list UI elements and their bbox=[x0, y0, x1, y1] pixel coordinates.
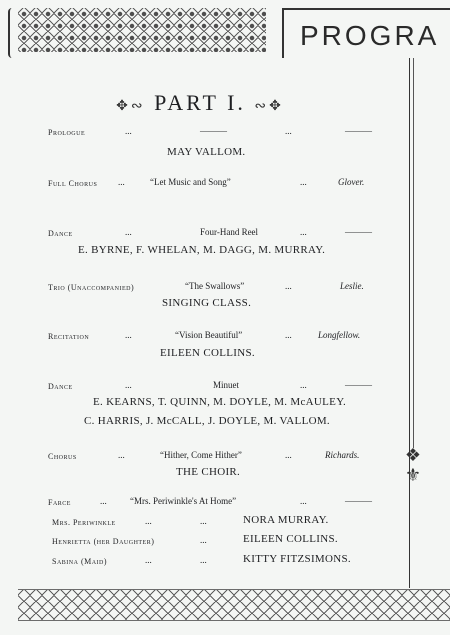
dots: ... bbox=[100, 496, 107, 506]
item-label: Trio (Unaccompanied) bbox=[48, 283, 135, 292]
item-label: Dance bbox=[48, 382, 73, 391]
item-label: Chorus bbox=[48, 452, 77, 461]
dash-rule: ——— bbox=[345, 227, 372, 237]
flourish-right-icon: ∾✥ bbox=[254, 99, 284, 114]
dots: ... bbox=[125, 126, 132, 136]
piece-title: “Hither, Come Hither” bbox=[160, 450, 242, 460]
programme-item bbox=[48, 178, 97, 188]
dots: ... bbox=[145, 516, 152, 526]
performer-line: SINGING CLASS. bbox=[162, 297, 252, 309]
dots: ... bbox=[285, 330, 292, 340]
dots: ... bbox=[118, 450, 125, 460]
dots: ... bbox=[200, 516, 207, 526]
performer-line: MAY VALLOM. bbox=[167, 146, 246, 158]
dots: ... bbox=[200, 535, 207, 545]
composer: Richards. bbox=[325, 450, 360, 460]
part-title-text: PART I. bbox=[154, 90, 246, 115]
bottom-ornamental-border bbox=[18, 589, 450, 621]
performer-line: C. HARRIS, J. McCALL, J. DOYLE, M. VALLOM. bbox=[84, 415, 330, 427]
dots: ... bbox=[125, 330, 132, 340]
right-rule-inner bbox=[413, 58, 414, 448]
composer: Longfellow. bbox=[318, 330, 361, 340]
cast-row bbox=[52, 556, 107, 566]
piece-title: Minuet bbox=[213, 380, 239, 390]
programme-item bbox=[48, 381, 73, 391]
piece-title: “Vision Beautiful” bbox=[175, 330, 243, 340]
dots: ... bbox=[145, 555, 152, 565]
programme-item bbox=[48, 282, 134, 292]
programme-heading: PROGRA bbox=[300, 20, 440, 51]
composer: Leslie. bbox=[340, 281, 364, 291]
programme-item bbox=[48, 497, 71, 507]
dots: ... bbox=[118, 177, 125, 187]
dots: ... bbox=[125, 227, 132, 237]
cast-role: Mrs. Periwinkle bbox=[52, 518, 116, 527]
cast-role: Sabina (Maid) bbox=[52, 557, 108, 566]
programme-item bbox=[48, 331, 89, 341]
item-label: Farce bbox=[48, 498, 71, 507]
programme-item bbox=[48, 451, 77, 461]
dash-rule: ——— bbox=[345, 126, 372, 136]
piece-title: “The Swallows” bbox=[185, 281, 245, 291]
cast-row bbox=[52, 536, 154, 546]
piece-title: “Let Music and Song” bbox=[150, 177, 231, 187]
cast-row bbox=[52, 517, 116, 527]
flourish-left-icon: ✥∾ bbox=[116, 99, 146, 114]
dots: ... bbox=[300, 227, 307, 237]
performer-line: E. KEARNS, T. QUINN, M. DOYLE, M. McAULEY. bbox=[93, 396, 347, 408]
part-title bbox=[0, 90, 400, 116]
dots: ... bbox=[300, 380, 307, 390]
dash-rule: ——— bbox=[345, 380, 372, 390]
item-label: Recitation bbox=[48, 332, 90, 341]
dots: ... bbox=[300, 177, 307, 187]
dash-rule: ——— bbox=[200, 126, 227, 136]
item-label: Full Chorus bbox=[48, 179, 98, 188]
dots: ... bbox=[300, 496, 307, 506]
piece-title: Four-Hand Reel bbox=[200, 227, 259, 237]
dots: ... bbox=[200, 555, 207, 565]
composer: Glover. bbox=[338, 177, 365, 187]
dots: ... bbox=[125, 380, 132, 390]
dots: ... bbox=[285, 281, 292, 291]
item-label: Dance bbox=[48, 229, 73, 238]
dots: ... bbox=[285, 450, 292, 460]
cast-role: Henrietta (her Daughter) bbox=[52, 537, 155, 546]
performer-line: EILEEN COLLINS. bbox=[160, 347, 255, 359]
programme-item bbox=[48, 127, 85, 137]
performer-line: E. BYRNE, F. WHELAN, M. DAGG, M. MURRAY. bbox=[78, 244, 326, 256]
item-label: Prologue bbox=[48, 128, 86, 137]
cast-actor: NORA MURRAY. bbox=[243, 514, 329, 526]
top-ornamental-border bbox=[18, 8, 266, 52]
cast-actor: EILEEN COLLINS. bbox=[243, 533, 338, 545]
performer-line: THE CHOIR. bbox=[176, 466, 241, 478]
cast-actor: KITTY FITZSIMONS. bbox=[243, 553, 351, 565]
programme-item bbox=[48, 228, 73, 238]
piece-title: “Mrs. Periwinkle's At Home” bbox=[130, 496, 237, 506]
dots: ... bbox=[285, 126, 292, 136]
dash-rule: ——— bbox=[345, 496, 372, 506]
right-flourish-ornament: ❖ ⚜ bbox=[404, 445, 422, 485]
